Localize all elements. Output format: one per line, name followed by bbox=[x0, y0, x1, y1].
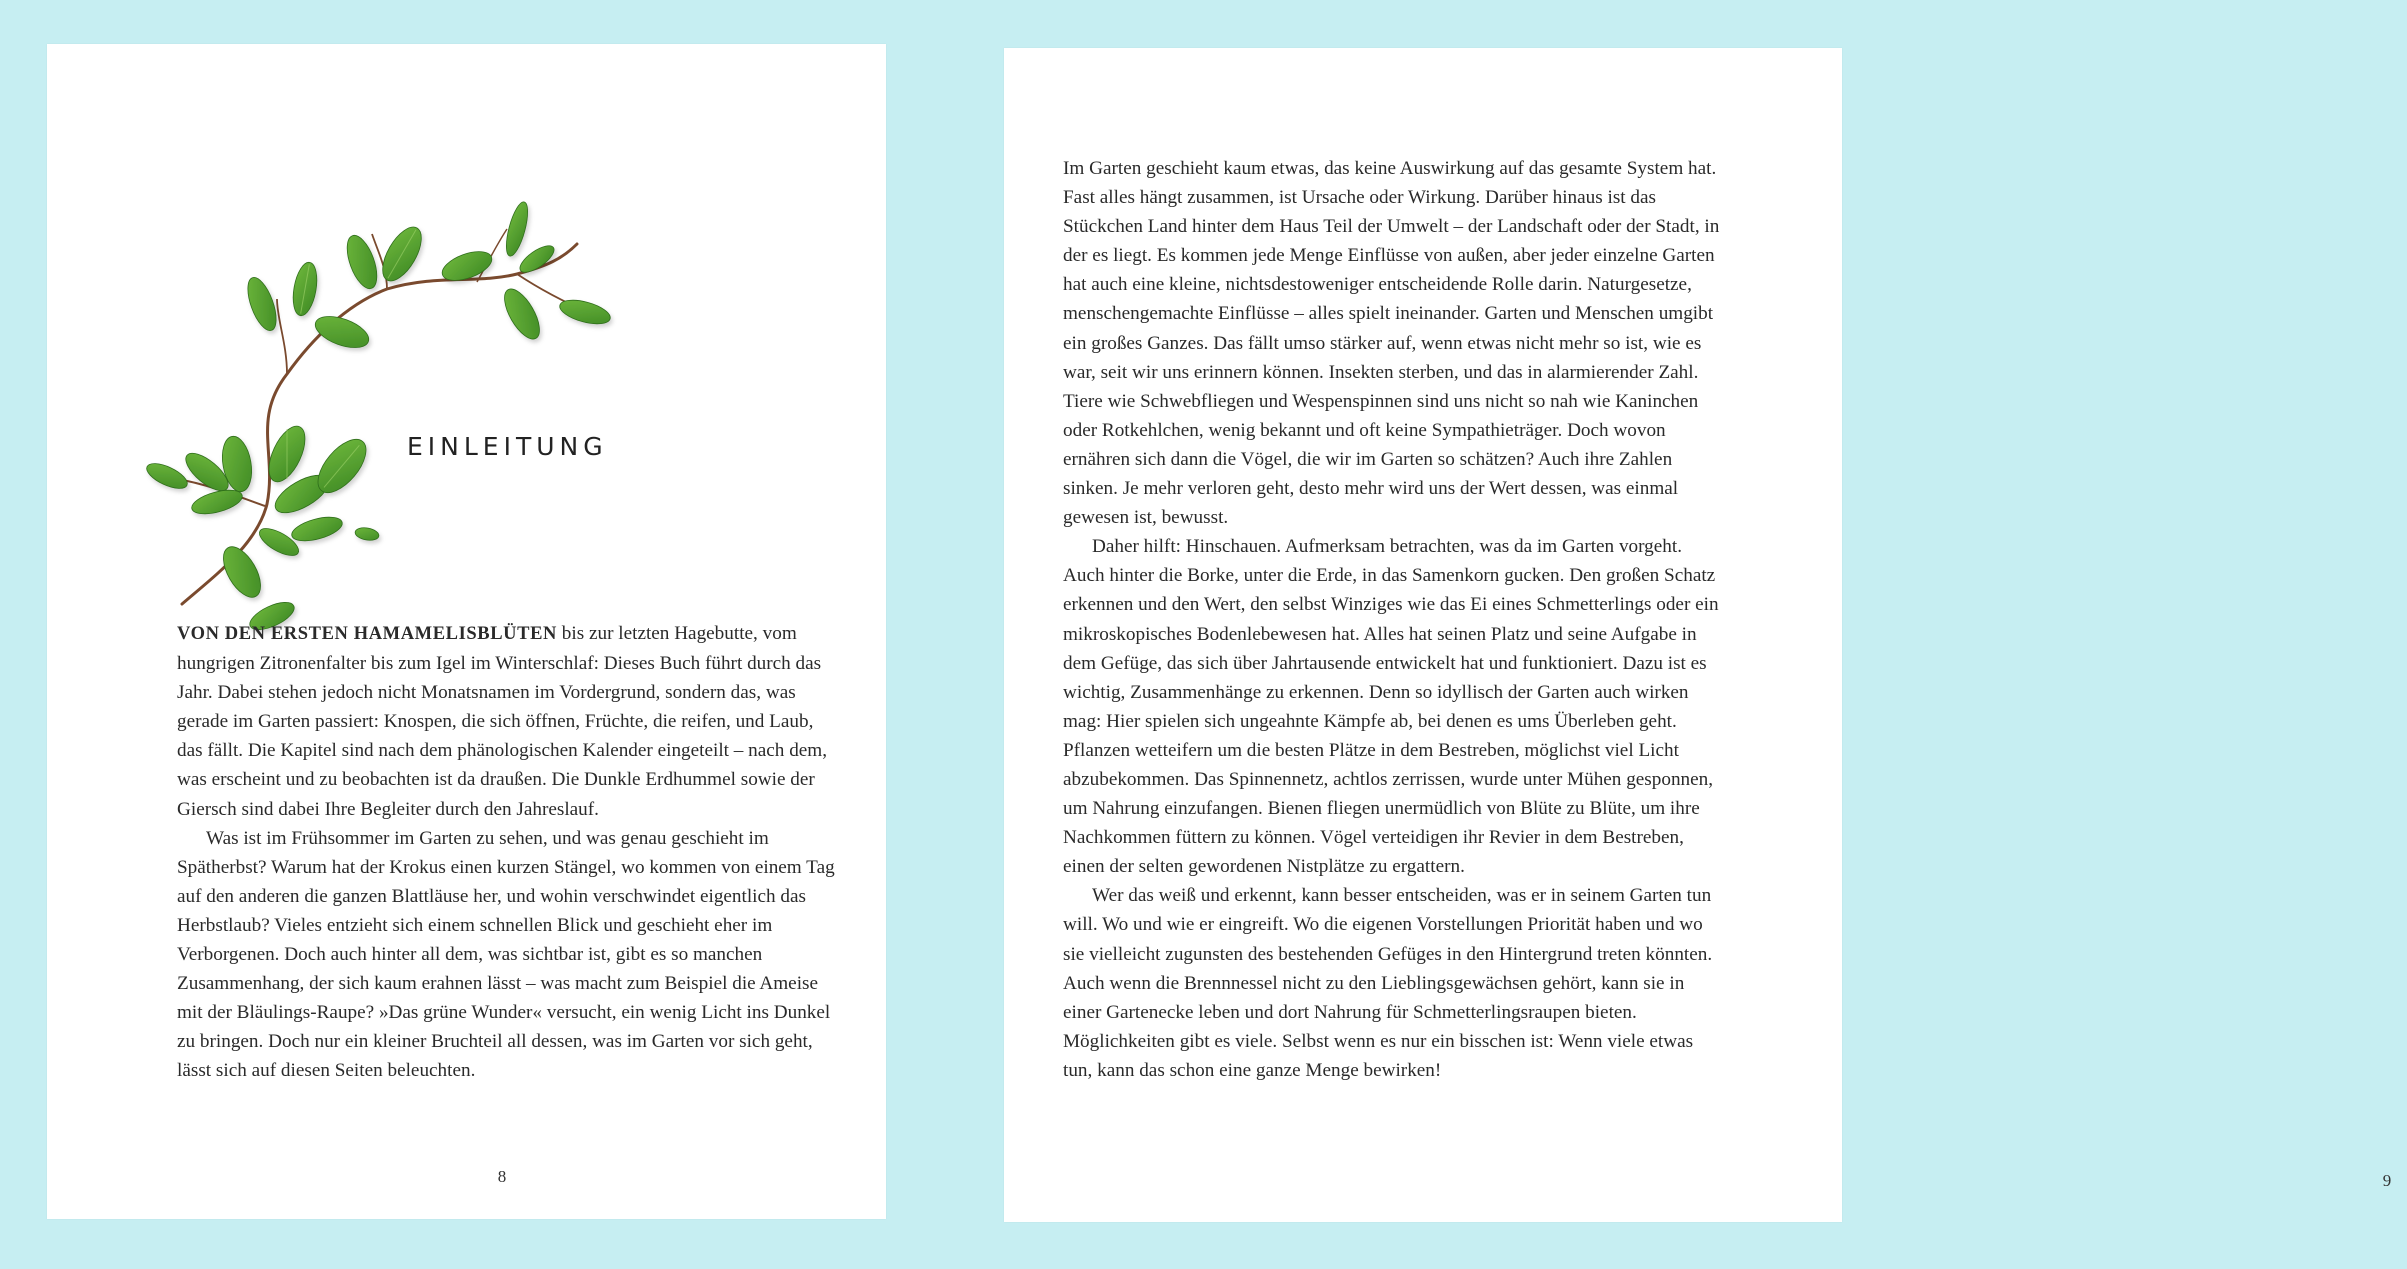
page-number-left: 8 bbox=[497, 1167, 507, 1186]
chapter-title: EINLEITUNG bbox=[407, 432, 608, 461]
paragraph-decide: Wer das weiß und erkennt, kann besser entscheiden, was er in seinem Garten tun will. Wo und wie er eingreift. Wo die eigenen Vorstellungen Priorität haben und wo sie vielleicht zugunsten des bestehenden Gefüges in den Hintergrund treten könnten. Auch wenn die Brennnessel nicht zu den Lieblingsgewächsen gehört, kann sie in einer Gartenecke leben und dort Nahrung für Schmetterlingsraupen bieten. Möglichkeiten gibt es viele. Selbst wenn es nur ein bisschen ist: Wenn viele etwas tun, kann das schon eine ganze Menge bewirken! bbox=[1063, 885, 1713, 1081]
paragraph-observe: Daher hilft: Hinschauen. Aufmerksam betrachten, was da im Garten vorgeht. Auch hinter die Borke, unter die Erde, in das Samenkorn gucken. Den großen Schatz erkennen und den Wert, den selbst Winziges wie das Ei eines Schmetterlings oder ein mikroskopisches Bodenlebewesen hat. Alles hat seinen Platz und seine Aufgabe in dem Gefüge, das sich über Jahrtausende entwickelt hat und funktioniert. Dazu ist es wichtig, Zusammenhänge zu erkennen. Denn so idyllisch der Garten auch wirken mag: Hier spielen sich ungeahnte Kämpfe ab, bei denen es ums Überleben geht. Pflanzen wetteifern um die besten Plätze in dem Bestreben, möglichst viel Licht abzubekommen. Das Spinnennetz, achtlos zerrissen, wurde unter Mühen gesponnen, um Nahrung einzufangen. Bienen fliegen unermüdlich von Blüte zu Blüte, um ihre Nachkommen füttern zu können. Vögel verteidigen ihr Revier in dem Bestreben, einen der selten gewordenen Nistplätze zu ergattern. bbox=[1063, 536, 1719, 878]
paragraph-system: Im Garten geschieht kaum etwas, das keine Auswirkung auf das gesamte System hat. Fast alles hängt zusammen, ist Ursache oder Wirkung. Darüber hinaus ist das Stückchen Land hinter dem Haus Teil der Umwelt – der Landschaft oder der Stadt, in der es liegt. Es kommen jede Menge Einflüsse von außen, aber jeder einzelne Garten hat auch eine kleine, nichtsdestoweniger entscheidende Rolle darin. Naturgesetze, menschengemachte Einflüsse – alles spielt ineinander. Garten und Menschen umgibt ein großes Ganzes. Das fällt umso stärker auf, wenn etwas nicht mehr so ist, wie es war, seit wir uns erinnern können. Insekten sterben, und das in alarmierender Zahl. Tiere wie Schwebfliegen und Wespenspinnen sind uns nicht so nah wie Kaninchen oder Rotkehlchen, wenig bekannt und oft keine Sympathieträger. Doch wovon ernähren sich dann die Vögel, die wir im Garten so schätzen? Auch ihre Zahlen sinken. Je mehr verloren geht, desto mehr wird uns der Wert dessen, was einmal gewesen ist, bewusst. bbox=[1063, 158, 1720, 529]
paragraph-questions: Was ist im Frühsommer im Garten zu sehen, und was genau geschieht im Spätherbst? Warum hat der Krokus einen kurzen Stängel, wo kommen von einem Tag auf den anderen die ganzen Blattläuse her, und wohin verschwindet eigentlich das Herbstlaub? Vieles entzieht sich einem schnellen Blick und geschieht eher im Verborgenen. Doch auch hinter all dem, was sichtbar ist, gibt es so manchen Zusammenhang, der sich kaum erahnen lässt – was macht zum Beispiel die Ameise mit der Bläulings-Raupe? »Das grüne Wunder« versucht, ein wenig Licht ins Dunkel zu bringen. Doch nur ein kleiner Bruchteil all dessen, was im Garten vor sich geht, lässt sich auf diesen Seiten beleuchten. bbox=[177, 827, 835, 1082]
left-page-body bbox=[177, 619, 837, 1086]
left-page bbox=[47, 44, 886, 1219]
right-page bbox=[1004, 48, 2392, 1222]
leafy-branch-illustration bbox=[137, 204, 637, 624]
lead-in-smallcaps: VON DEN ERSTEN HAMAMELISBLÜTEN bbox=[177, 624, 557, 644]
paragraph-intro bbox=[177, 619, 837, 824]
right-page-body bbox=[1063, 154, 1723, 1085]
page-number-right: 9 bbox=[2382, 1171, 2392, 1190]
paragraph-intro-text: bis zur letzten Hagebutte, vom hungrigen Zitronenfalter bis zum Igel im Winterschlaf: Dieses Buch führt durch das Jahr. Dabei stehen jedoch nicht Monatsnamen im Vordergrund, sondern das, was gerade im Garten passiert: Knospen, die sich öffnen, Früchte, die reifen, und Laub, das fällt. Die Kapitel sind nach dem phänologischen Kalender eingeteilt – nach dem, was erscheint und zu beobachten ist da draußen. Die Dunkle Erdhummel sowie der Giersch sind dabei Ihre Begleiter durch den Jahreslauf. bbox=[177, 623, 828, 820]
